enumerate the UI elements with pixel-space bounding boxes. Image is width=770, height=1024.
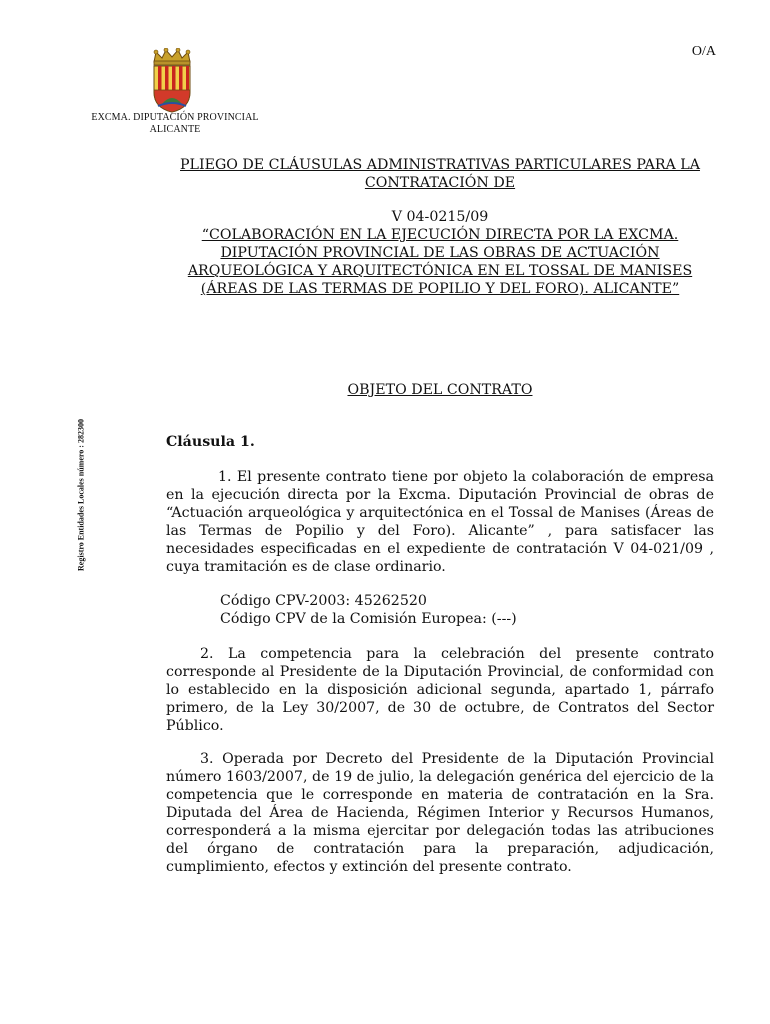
document-reference: O/A [691,44,716,59]
coat-of-arms-icon [150,48,194,114]
contract-subject: “COLABORACIÓN EN LA EJECUCIÓN DIRECTA POR LA EXCMA. DIPUTACIÓN PROVINCIAL DE LAS OBRAS DE ACTUACIÓN ARQUEOLÓGICA Y ARQUITECTÓNICA EN EL TOSSAL DE MANISES (ÁREAS DE LAS TERMAS DE POPILIO Y DEL FORO). ALICANTE” [187,227,693,297]
cpv-2003-code: Código CPV-2003: 45262520 [220,593,427,609]
document-title [160,156,720,192]
title-line-2: CONTRATACIÓN DE [364,175,516,191]
section-heading: OBJETO DEL CONTRATO [347,382,533,398]
paragraph-2: 2. La competencia para la celebración del presente contrato corresponde al Presidente de la Diputación Provincial, de conformidad con lo establecido en la disposición adicional segunda, apartado 1, párrafo primero, de la Ley 30/2007, de 30 de octubre, de Contratos del Sector Público. [166,646,714,734]
organization-line-2: ALICANTE [149,124,201,135]
organization-line-1: EXCMA. DIPUTACIÓN PROVINCIAL [91,112,259,123]
clause-heading: Cláusula 1. [166,434,255,450]
cpv-ce-code: Código CPV de la Comisión Europea: (---) [220,611,517,627]
cpv-codes [220,592,517,628]
title-line-1: PLIEGO DE CLÁUSULAS ADMINISTRATIVAS PARTICULARES PARA LA [180,157,700,173]
paragraph-3: 3. Operada por Decreto del Presidente de la Diputación Provincial número 1603/2007, de 19 de julio, la delegación genérica del ejercicio de la competencia que le corresponde en materia de contratación en la Sra. Diputada del Área de Hacienda, Régimen Interior y Recursos Humanos, corresponderá a la misma ejercitar por delegación todas las atribuciones del órgano de contratación para la preparación, adjudicación, cumplimiento, efectos y extinción del presente contrato. [166,751,714,875]
paragraph-1: 1. El presente contrato tiene por objeto la colaboración de empresa en la ejecución directa por la Excma. Diputación Provincial de obras de “Actuación arqueológica y arquitectónica en el Tossal de Manises (Áreas de las Termas de Popilio y del Foro). Alicante” , para satisfacer las necesidades especificadas en el expediente de contratación V 04-021/09 , cuya tramitación es de clase ordinario. [166,469,714,575]
contract-code: V 04-0215/09 [391,209,489,225]
organization-name [80,112,270,136]
side-registry-text: Registro Entidades Locales número : 282300 [76,419,86,571]
